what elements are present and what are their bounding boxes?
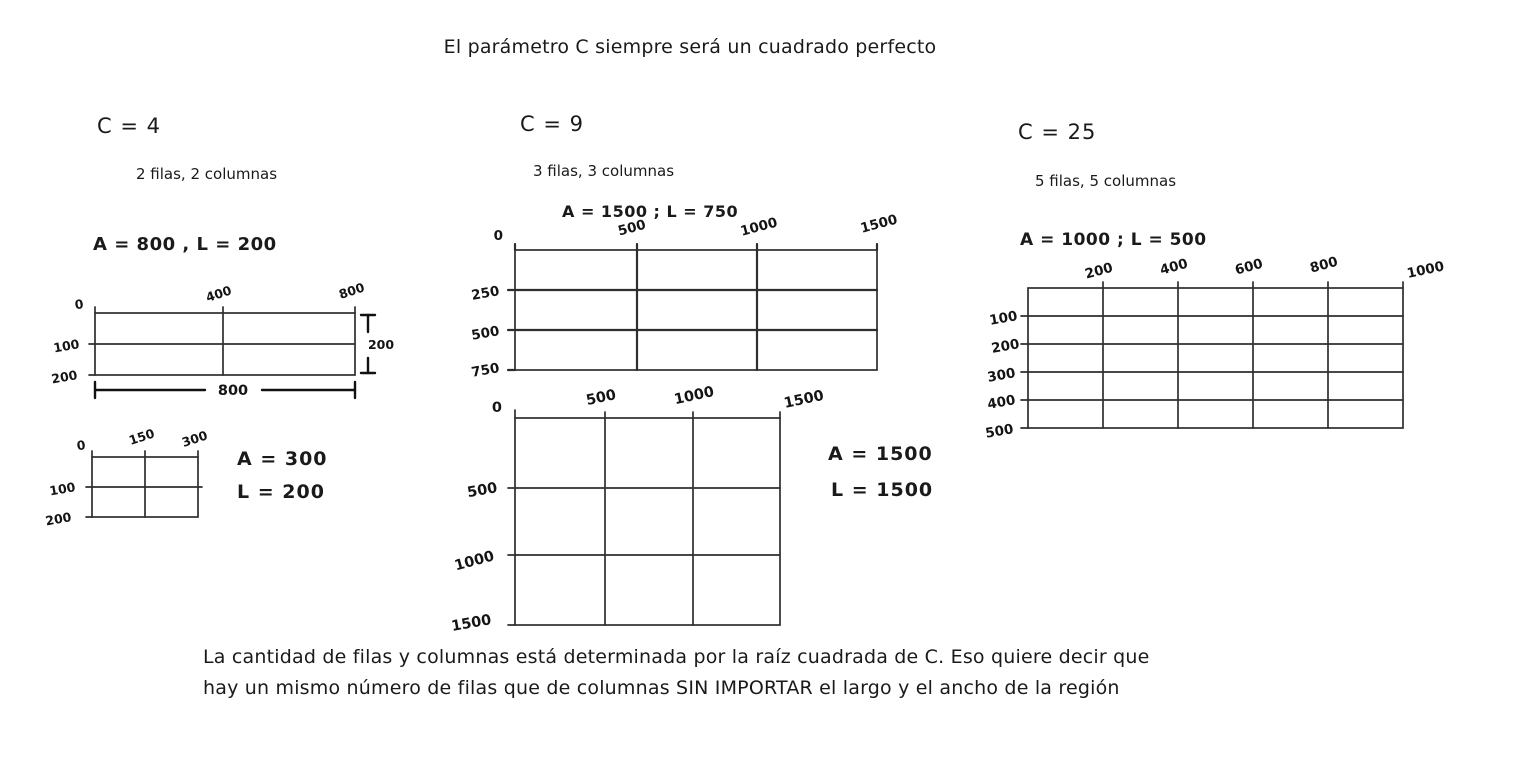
c4-grid1: [50, 278, 410, 410]
c25-subheading: 5 filas, 5 columnas: [1035, 172, 1177, 190]
c4-grid2-x-tick: 150: [126, 425, 157, 448]
footer-text-line2: hay un mismo número de filas que de columnas SIN IMPORTAR el largo y el ancho de la región: [203, 677, 1120, 699]
c9-grid2-x-tick: 1000: [672, 384, 716, 409]
c9-grid1-x-tick: 500: [616, 216, 648, 240]
c9-grid1-x-tick: 1000: [738, 214, 780, 240]
c25-x-tick: 1000: [1405, 258, 1446, 282]
c9-grid2-lines: [508, 410, 780, 625]
c4-grid1-width-label: 800: [217, 383, 249, 399]
c9-grid1-x-tick: 1500: [858, 211, 900, 237]
c9-grid2: [440, 384, 826, 643]
c4-grid1-y-tick: 100: [52, 336, 81, 356]
c9-grid1-y-tick: 250: [470, 283, 501, 304]
page-title: El parámetro C siempre será un cuadrado perfecto: [443, 36, 937, 58]
c4-grid2-y-tick: 200: [44, 509, 73, 529]
c9-grid2-y-tick: 500: [466, 480, 499, 502]
c25-y-tick: 400: [986, 392, 1017, 413]
c4-grid2: [44, 425, 280, 535]
c4-grid1-y-tick: 200: [50, 367, 79, 387]
c25-x-tick: 800: [1308, 253, 1340, 277]
c9-grid2-y-tick: 1000: [452, 548, 497, 575]
c4-grid2-area-label: A = 300: [237, 448, 328, 470]
c25-grid: [960, 252, 1470, 444]
c4-grid2-x-tick: 0: [75, 437, 87, 454]
c4-grid1-x-tick: 800: [336, 279, 367, 302]
c9-subheading: 3 filas, 3 columnas: [533, 162, 675, 180]
c9-grid1-x-tick: 0: [493, 228, 503, 244]
c9-grid2-length-label: L = 1500: [831, 479, 934, 501]
c4-grid2-x-tick: 300: [179, 427, 210, 450]
c25-heading: C = 25: [1018, 120, 1097, 144]
c9-grid2-x-tick: 1500: [782, 387, 826, 412]
c9-grid2-x-tick: 0: [491, 400, 502, 416]
c25-x-tick: 600: [1233, 255, 1265, 279]
c25-x-tick: 400: [1158, 255, 1190, 279]
c4-heading: C = 4: [97, 114, 161, 138]
c9-grid1-y-tick: 500: [470, 323, 501, 344]
c9-heading: C = 9: [520, 112, 584, 136]
c25-formula: A = 1000 ; L = 500: [1020, 230, 1207, 250]
c4-grid2-lines: [86, 451, 202, 517]
c4-grid1-height-label: 200: [367, 337, 395, 352]
c9-grid2-area-label: A = 1500: [828, 443, 933, 465]
footer-text-line1: La cantidad de filas y columnas está determinada por la raíz cuadrada de C. Eso quiere decir que: [203, 646, 1150, 668]
c25-x-tick: 200: [1083, 259, 1115, 283]
c9-grid1-formula: A = 1500 ; L = 750: [562, 202, 739, 221]
c4-grid1-formula: A = 800 , L = 200: [93, 234, 277, 255]
c25-y-tick: 100: [988, 308, 1019, 329]
c25-grid-lines: [1021, 282, 1403, 428]
c4-grid1-lines: [89, 307, 355, 375]
c4-grid1-x-tick: 0: [73, 296, 85, 313]
c4-subheading: 2 filas, 2 columnas: [136, 165, 278, 183]
c4-grid2-length-label: L = 200: [237, 481, 325, 503]
c4-grid2-y-tick: 100: [48, 479, 77, 499]
c9-grid2-x-tick: 500: [584, 387, 618, 410]
c9-grid1-lines: [508, 244, 877, 370]
c4-grid1-x-tick: 400: [203, 282, 234, 305]
c9-grid1-y-tick: 750: [470, 360, 501, 381]
c25-y-tick: 500: [984, 421, 1015, 442]
c25-y-tick: 300: [986, 365, 1017, 386]
c25-y-tick: 200: [990, 336, 1021, 357]
c9-grid2-y-tick: 1500: [450, 612, 493, 635]
c9-grid1: [455, 212, 925, 384]
